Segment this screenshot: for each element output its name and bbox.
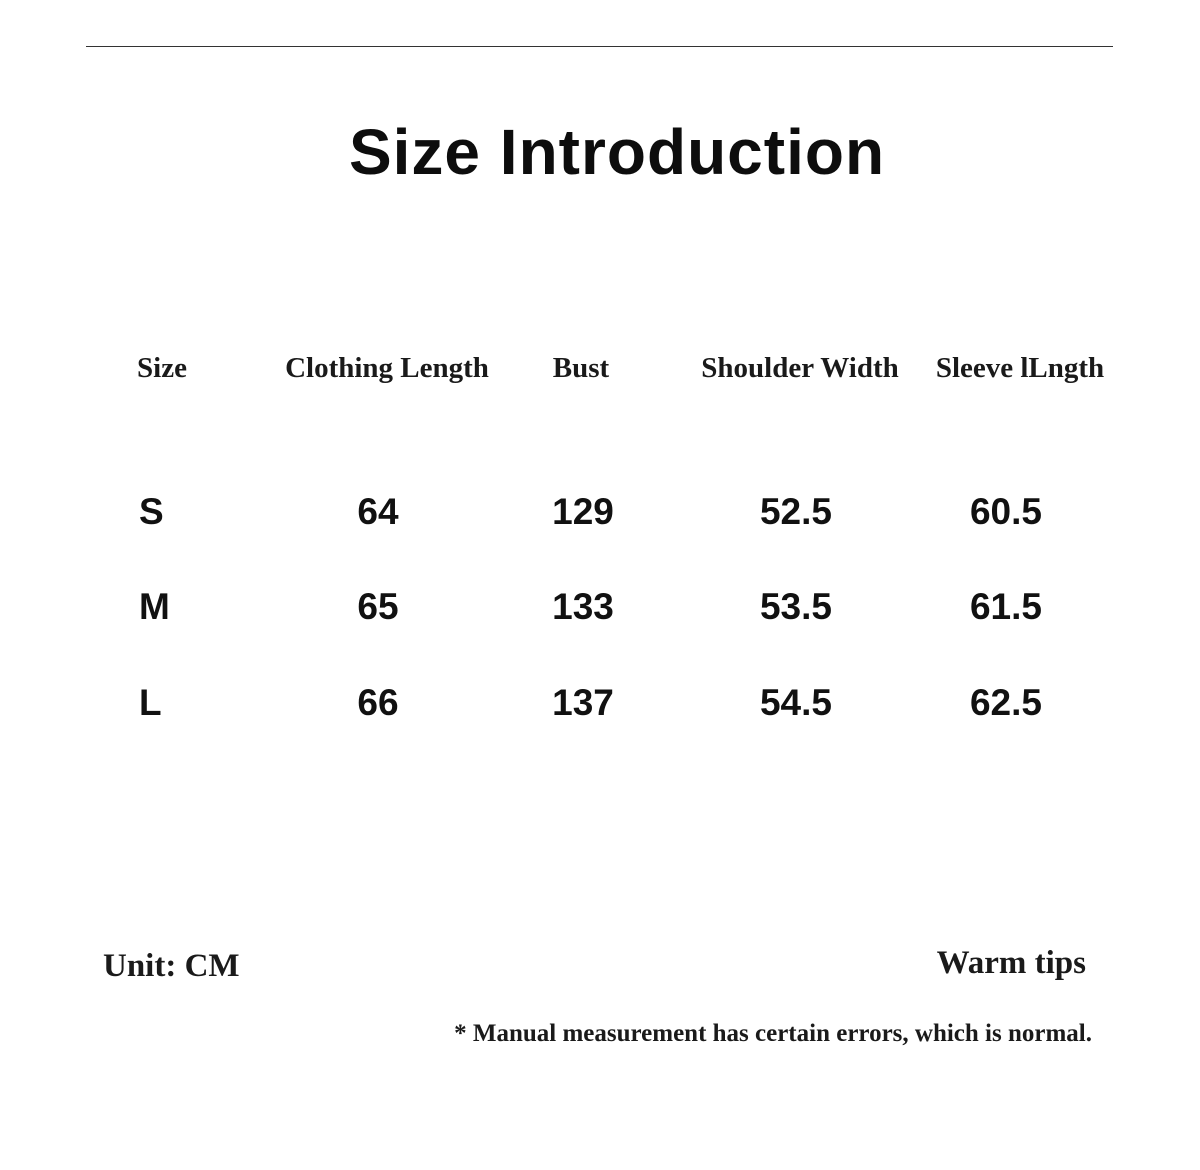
table-cell-sleeve-length: 61.5: [969, 586, 1042, 627]
table-cell-shoulder-width: 54.5: [759, 682, 832, 723]
table-cell-size: L: [139, 682, 162, 723]
top-divider: [86, 46, 1113, 47]
unit-label: Unit: CM: [103, 948, 240, 984]
header-size: Size: [137, 352, 187, 384]
header-clothing-length: Clothing Length: [285, 352, 489, 384]
table-cell-sleeve-length: 60.5: [969, 491, 1042, 532]
table-cell-sleeve-length: 62.5: [969, 682, 1042, 723]
table-cell-shoulder-width: 52.5: [759, 491, 832, 532]
table-cell-clothing-length: 65: [357, 586, 399, 627]
table-cell-size: S: [139, 491, 164, 532]
table-cell-clothing-length: 64: [357, 491, 399, 532]
table-cell-bust: 133: [552, 586, 614, 627]
table-cell-shoulder-width: 53.5: [759, 586, 832, 627]
header-sleeve-length: Sleeve lLngth: [935, 352, 1105, 384]
header-bust: Bust: [552, 352, 610, 384]
table-cell-bust: 137: [552, 682, 614, 723]
page-title: Size Introduction: [348, 116, 886, 188]
table-cell-clothing-length: 66: [357, 682, 399, 723]
header-shoulder-width: Shoulder Width: [701, 352, 899, 384]
warm-tips-heading: Warm tips: [936, 945, 1086, 981]
table-cell-bust: 129: [552, 491, 614, 532]
table-cell-size: M: [139, 586, 170, 627]
measurement-note: * Manual measurement has certain errors, which is normal.: [454, 1020, 1092, 1047]
